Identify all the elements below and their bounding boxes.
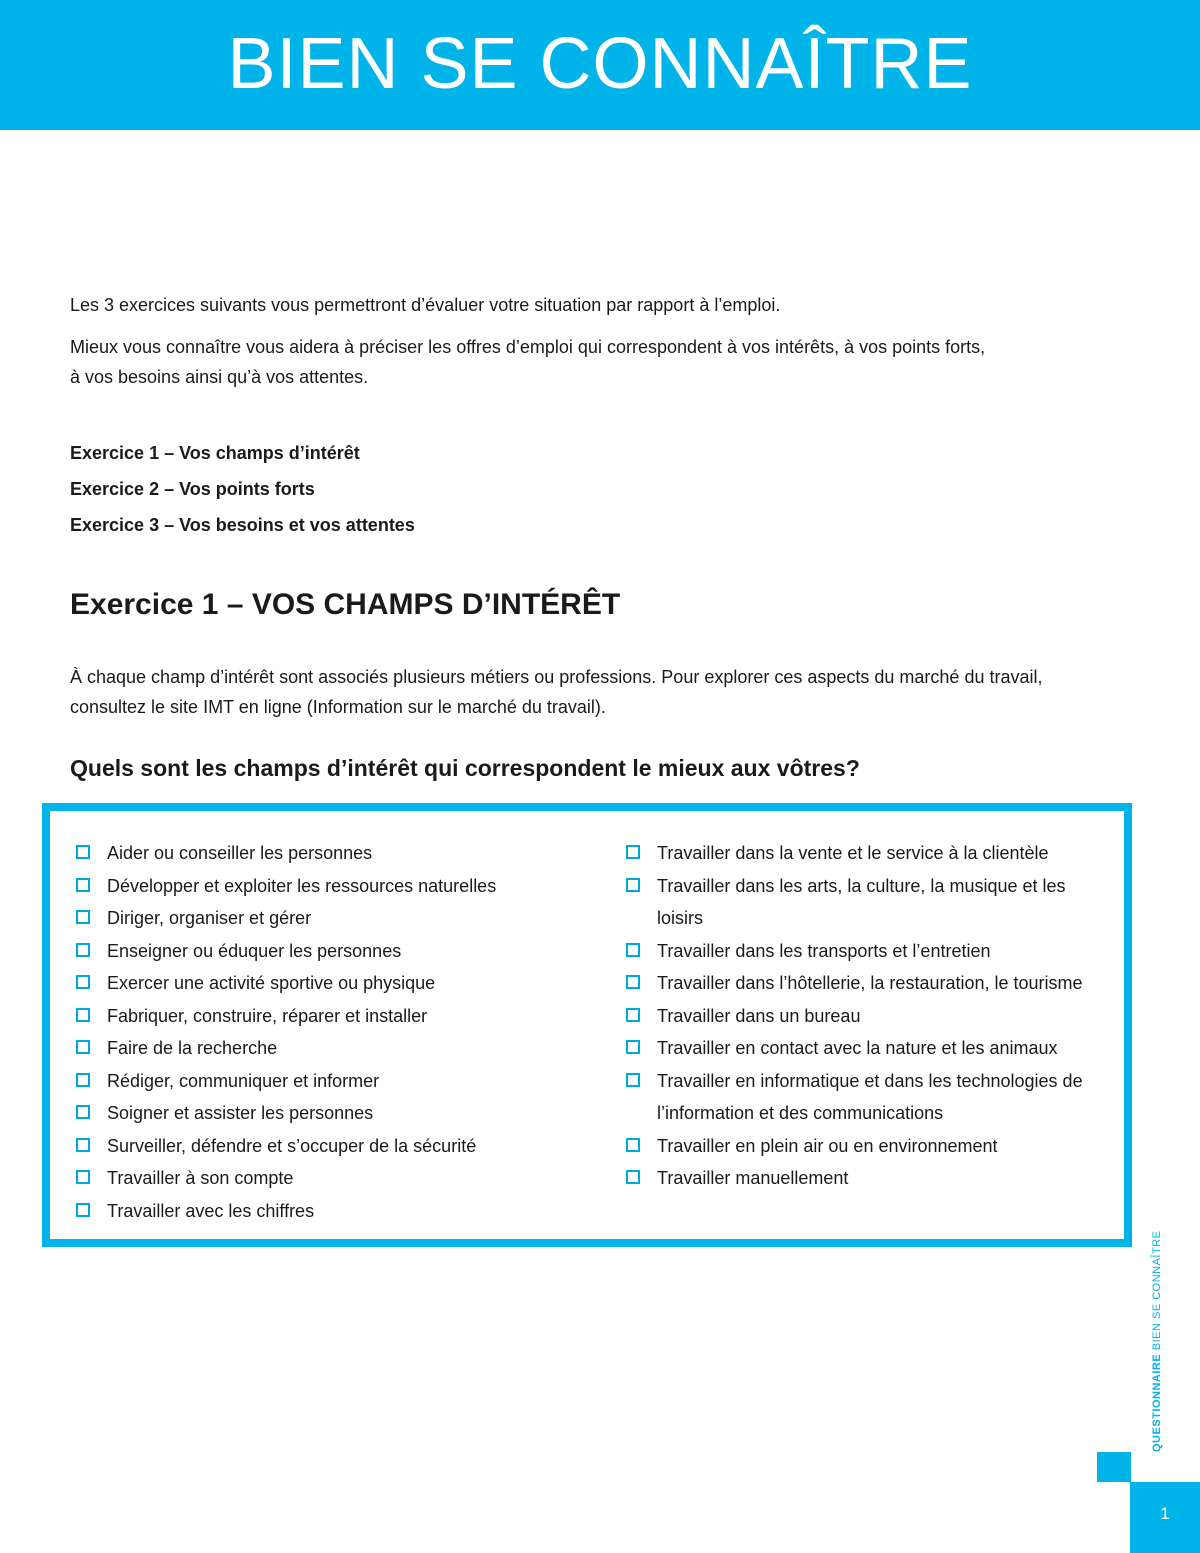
- checklist-item-label: Travailler dans les arts, la culture, la musique et les loisirs: [657, 875, 1066, 928]
- checkbox-icon[interactable]: [626, 878, 640, 892]
- checklist-item[interactable]: [626, 837, 1116, 870]
- checklist-item[interactable]: [76, 1130, 586, 1163]
- checkbox-icon[interactable]: [626, 943, 640, 957]
- checkbox-icon[interactable]: [626, 975, 640, 989]
- page-title: BIEN SE CONNAÎTRE: [227, 24, 973, 104]
- checklist-item-label: Rédiger, communiquer et informer: [107, 1070, 380, 1091]
- checklist-item-label: Développer et exploiter les ressources naturelles: [107, 875, 497, 896]
- checkbox-icon[interactable]: [76, 878, 90, 892]
- checkbox-icon[interactable]: [626, 1040, 640, 1054]
- side-label: [1151, 1231, 1163, 1453]
- checklist-item[interactable]: [76, 1195, 586, 1228]
- checklist-item-label: Travailler manuellement: [657, 1168, 849, 1188]
- checkbox-icon[interactable]: [76, 1203, 90, 1217]
- checkbox-icon[interactable]: [76, 975, 90, 989]
- checklist-item[interactable]: [626, 1065, 1116, 1130]
- checklist-item-label: Soigner et assister les personnes: [107, 1103, 374, 1123]
- checklist-item[interactable]: [76, 1000, 586, 1033]
- checkbox-icon[interactable]: [76, 910, 90, 924]
- checklist-item-label: Travailler en plein air ou en environnement: [657, 1135, 998, 1156]
- checklist-column-left: [76, 837, 586, 1227]
- checklist-item-label: Travailler à son compte: [107, 1168, 294, 1188]
- checklist-item-label: Travailler avec les chiffres: [107, 1200, 315, 1221]
- side-label-rest: BIEN SE CONNAÎTRE: [1151, 1230, 1163, 1351]
- checkbox-icon[interactable]: [76, 1105, 90, 1119]
- checkbox-icon[interactable]: [76, 845, 90, 859]
- checklist-item[interactable]: [76, 935, 586, 968]
- checklist-item-label: Travailler dans un bureau: [657, 1005, 861, 1026]
- checklist-item[interactable]: [626, 935, 1116, 968]
- checkbox-icon[interactable]: [626, 1008, 640, 1022]
- intro-line-1: Les 3 exercices suivants vous permettront d’évaluer votre situation par rapport à l’emploi.: [70, 295, 781, 315]
- checklist-item-label: Travailler dans les transports et l’entretien: [657, 940, 991, 961]
- checklist-item-label: Fabriquer, construire, réparer et installer: [107, 1005, 428, 1026]
- checklist-item-label: Travailler dans l’hôtellerie, la restauration, le tourisme: [657, 973, 1083, 993]
- exercise-item-1: Exercice 1 – Vos champs d’intérêt: [70, 443, 360, 463]
- checklist-item[interactable]: [626, 1032, 1116, 1065]
- checklist-item[interactable]: [626, 1130, 1116, 1163]
- checklist-box: [42, 803, 1132, 1247]
- exercise-list: [70, 435, 415, 543]
- checklist-item[interactable]: [76, 870, 586, 903]
- checklist-item[interactable]: [76, 1065, 586, 1098]
- checklist-item-label: Faire de la recherche: [107, 1038, 278, 1058]
- exercise-item-2: Exercice 2 – Vos points forts: [70, 479, 315, 499]
- checklist-item[interactable]: [76, 1032, 586, 1065]
- checklist-item[interactable]: [76, 1097, 586, 1130]
- checklist-column-right: [626, 837, 1116, 1195]
- checkbox-icon[interactable]: [76, 1138, 90, 1152]
- intro: [70, 290, 1130, 392]
- checkbox-icon[interactable]: [626, 1170, 640, 1184]
- intro-line-2: Mieux vous connaître vous aidera à préciser les offres d’emploi qui correspondent à vos intérêts, à vos points forts, à vos besoins ainsi qu’à vos attentes.: [70, 337, 986, 387]
- header-band: [0, 0, 1200, 130]
- checklist-item[interactable]: [76, 837, 586, 870]
- checklist-item-label: Diriger, organiser et gérer: [107, 908, 312, 928]
- exercise-item-3: Exercice 3 – Vos besoins et vos attentes: [70, 515, 415, 535]
- checklist-item-label: Aider ou conseiller les personnes: [107, 843, 373, 863]
- side-label-bold: QUESTIONNAIRE: [1151, 1353, 1163, 1452]
- checklist-item-label: Travailler dans la vente et le service à la clientèle: [657, 843, 1049, 863]
- checkbox-icon[interactable]: [626, 1138, 640, 1152]
- checklist-item-label: Enseigner ou éduquer les personnes: [107, 940, 402, 961]
- checkbox-icon[interactable]: [76, 1073, 90, 1087]
- checklist-item[interactable]: [626, 870, 1116, 935]
- checklist-item[interactable]: [626, 967, 1116, 1000]
- checklist-item[interactable]: [76, 1162, 586, 1195]
- checklist-item[interactable]: [76, 967, 586, 1000]
- section-title: Exercice 1 – VOS CHAMPS D’INTÉRÊT: [70, 588, 621, 621]
- page-number: 1: [1130, 1482, 1200, 1553]
- section-description: À chaque champ d’intérêt sont associés plusieurs métiers ou professions. Pour explorer ces aspects du marché du travail, consultez le site IMT en ligne (Information sur le marché du travail).: [70, 667, 1043, 717]
- checkbox-icon[interactable]: [76, 1170, 90, 1184]
- checkbox-icon[interactable]: [76, 1008, 90, 1022]
- checkbox-icon[interactable]: [626, 1073, 640, 1087]
- checklist-item[interactable]: [76, 902, 586, 935]
- checklist-item-label: Travailler en contact avec la nature et les animaux: [657, 1038, 1058, 1058]
- checkbox-icon[interactable]: [76, 943, 90, 957]
- checkbox-icon[interactable]: [76, 1040, 90, 1054]
- question-heading: Quels sont les champs d’intérêt qui correspondent le mieux aux vôtres?: [70, 755, 860, 781]
- checklist-item-label: Travailler en informatique et dans les technologies de l’information et des communications: [657, 1070, 1083, 1123]
- checklist-item-label: Exercer une activité sportive ou physique: [107, 973, 436, 993]
- checklist-item[interactable]: [626, 1000, 1116, 1033]
- checklist-item-label: Surveiller, défendre et s’occuper de la sécurité: [107, 1135, 477, 1156]
- checkbox-icon[interactable]: [626, 845, 640, 859]
- decorative-square: [1097, 1452, 1131, 1482]
- checklist-item[interactable]: [626, 1162, 1116, 1195]
